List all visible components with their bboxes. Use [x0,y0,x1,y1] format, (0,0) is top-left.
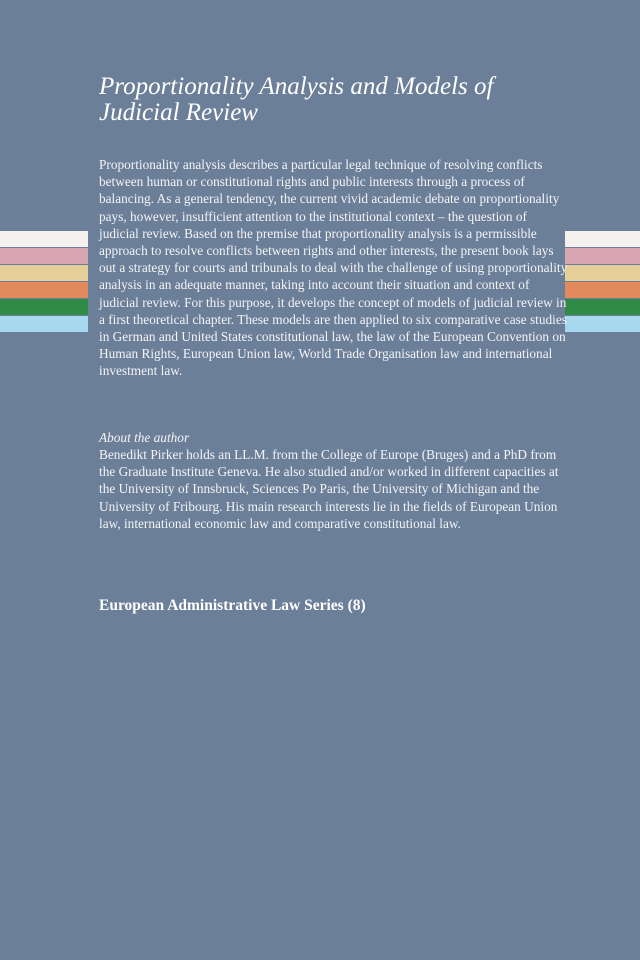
series-title: European Administrative Law Series (8) [99,597,366,614]
stripe-green [0,299,88,315]
book-description: Proportionality analysis describes a particular legal technique of resolving conflicts between human or constitutional rights and public interests through a process of balancing. As a general tendency, the current vivid academic debate on proportionality pays, however, insufficient attention to the institutional context – the question of judicial review. Based on the premise that proportionality analysis is a permissible approach to resolve conflicts between rights and other interests, the present book lays out a strategy for courts and tribunals to deal with the challenge of using proportionality analysis in an adequate manner, taking into account their situation and context of judicial review. For this purpose, it develops the concept of models of judicial review in a first theoretical chapter. These models are then applied to six comparative case studies in German and United States constitutional law, the law of the European Convention on Human Rights, European Union law, World Trade Organisation law and international investment law. [99,157,568,379]
stripe-pink [0,248,88,264]
stripe-orange [565,282,640,298]
about-author-text: Benedikt Pirker holds an LL.M. from the College of Europe (Bruges) and a PhD from the Graduate Institute Geneva. He also studied and/or worked in different capacities at the University of Innsbruck, Sciences Po Paris, the University of Michigan and the University of Fribourg. His main research interests lie in the fields of European Union law, international economic law and comparative constitutional law. [99,447,559,531]
stripe-yellow [0,265,88,281]
stripe-pink [565,248,640,264]
stripe-yellow [565,265,640,281]
stripe-light-blue [0,316,88,332]
stripe-white [0,231,88,247]
right-color-stripes [565,231,640,333]
stripe-white [565,231,640,247]
stripe-light-blue [565,316,640,332]
left-color-stripes [0,231,88,333]
book-title: Proportionality Analysis and Models of Judicial Review [99,73,494,126]
stripe-green [565,299,640,315]
about-author-heading: About the author [99,430,190,445]
stripe-orange [0,282,88,298]
